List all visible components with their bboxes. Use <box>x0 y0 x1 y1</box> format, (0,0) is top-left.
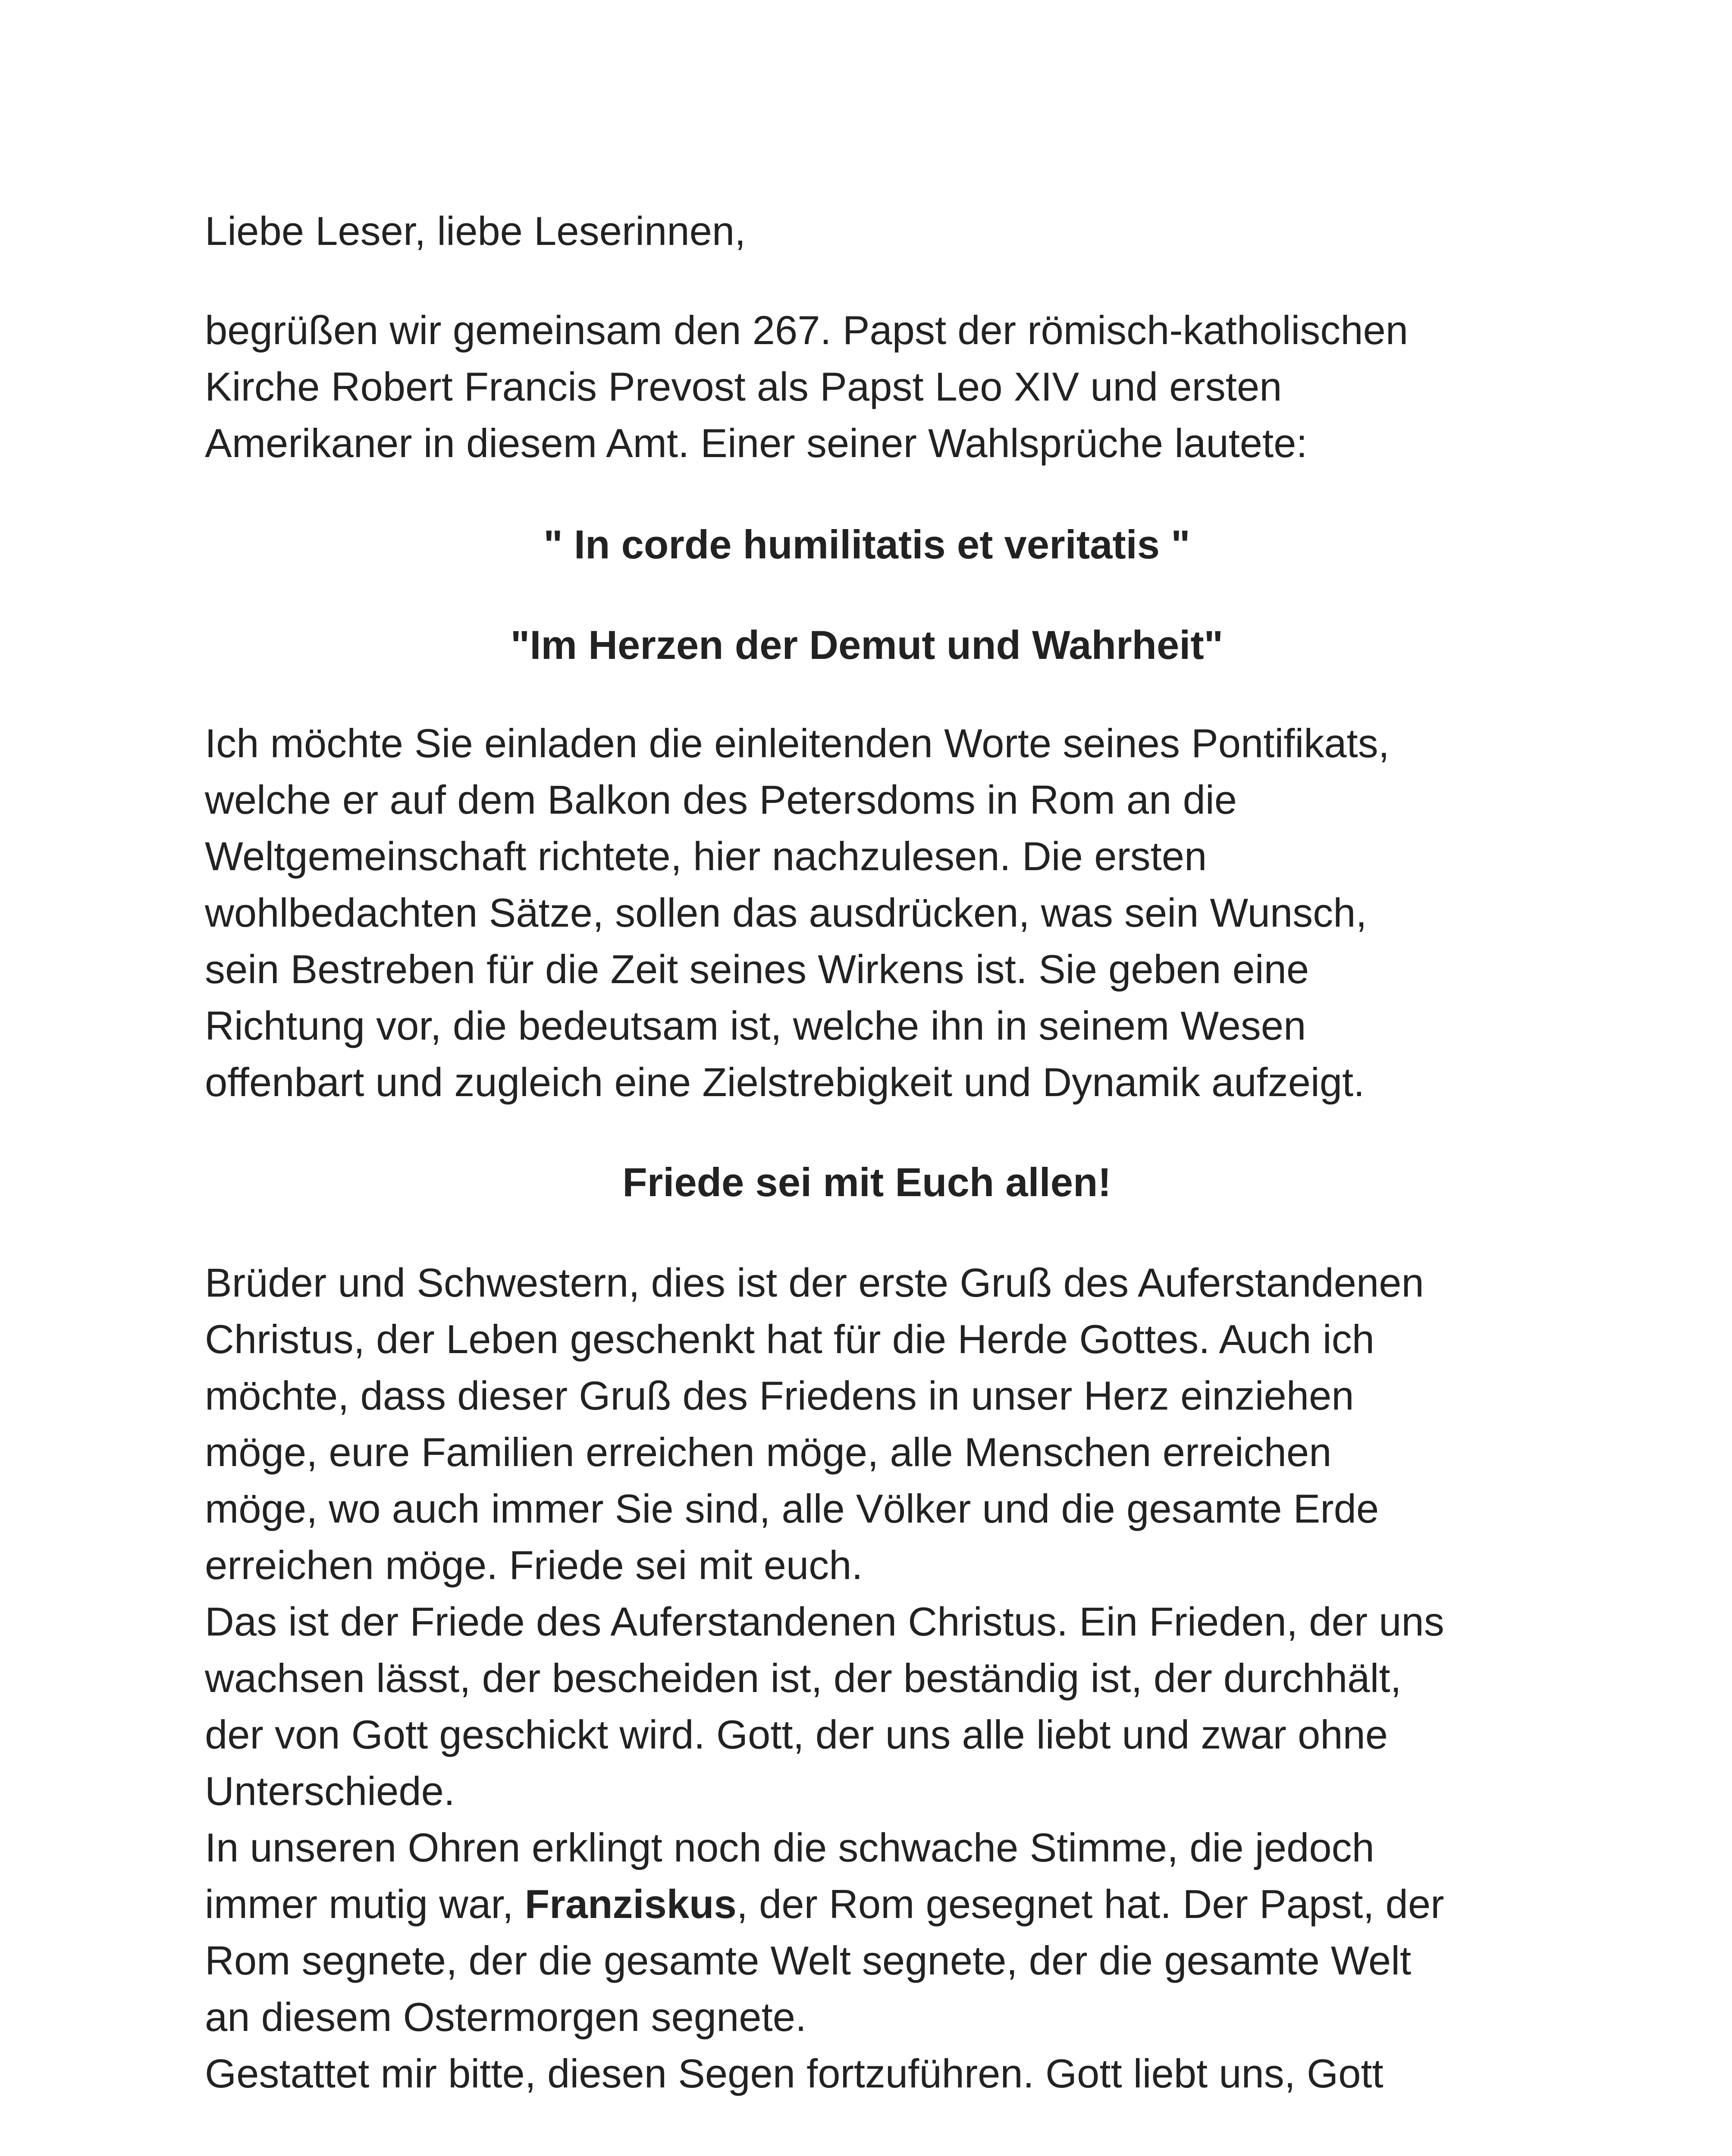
peace-heading: Friede sei mit Euch allen! <box>622 1159 1111 1205</box>
speech-line: möchte, dass dieser Gruß des Friedens in unser Herz einziehen <box>205 1373 1354 1418</box>
speech-line-prefix: immer mutig war, <box>205 1881 525 1927</box>
invitation-line: Weltgemeinschaft richtete, hier nachzulesen. Die ersten <box>205 834 1207 879</box>
motto-latin: " In corde humilitatis et veritatis " <box>543 522 1190 567</box>
speech-line: der von Gott geschickt wird. Gott, der uns alle liebt und zwar ohne <box>205 1712 1388 1757</box>
invitation-line: wohlbedachten Sätze, sollen das ausdrücken, was sein Wunsch, <box>205 890 1367 935</box>
greeting-line: Liebe Leser, liebe Leserinnen, <box>205 208 746 254</box>
invitation-line: offenbart und zugleich eine Zielstrebigkeit und Dynamik aufzeigt. <box>205 1059 1365 1105</box>
speech-line: In unseren Ohren erklingt noch die schwache Stimme, die jedoch <box>205 1825 1374 1870</box>
speech-line: Unterschiede. <box>205 1768 455 1814</box>
invitation-line: Richtung vor, die bedeutsam ist, welche ihn in seinem Wesen <box>205 1003 1306 1048</box>
invitation-line: sein Bestreben für die Zeit seines Wirkens ist. Sie geben eine <box>205 946 1309 992</box>
speech-line: Christus, der Leben geschenkt hat für die Herde Gottes. Auch ich <box>205 1316 1374 1362</box>
speech-line: Gestattet mir bitte, diesen Segen fortzuführen. Gott liebt uns, Gott <box>205 2051 1384 2096</box>
motto-german: "Im Herzen der Demut und Wahrheit" <box>510 622 1224 667</box>
invitation-line: welche er auf dem Balkon des Petersdoms in Rom an die <box>205 777 1237 822</box>
speech-line: möge, wo auch immer Sie sind, alle Völker und die gesamte Erde <box>205 1486 1379 1531</box>
speech-line-suffix: , der Rom gesegnet hat. Der Papst, der <box>736 1881 1444 1927</box>
greeting <box>205 203 1559 259</box>
intro-paragraph <box>205 302 1559 471</box>
intro-line: Kirche Robert Francis Prevost als Papst Leo XIV und ersten <box>205 364 1282 409</box>
speech-line: möge, eure Familien erreichen möge, alle Menschen erreichen <box>205 1429 1332 1475</box>
invitation-paragraph <box>205 715 1559 1110</box>
speech-line: an diesem Ostermorgen segnete. <box>205 1994 807 2040</box>
invitation-line: Ich möchte Sie einladen die einleitenden Worte seines Pontifikats, <box>205 721 1390 766</box>
pope-franziskus-name: Franziskus <box>524 1881 737 1927</box>
intro-line: begrüßen wir gemeinsam den 267. Papst der römisch-katholischen <box>205 307 1409 353</box>
speech-line: wachsen lässt, der bescheiden ist, der beständig ist, der durchhält, <box>205 1655 1402 1701</box>
speech-line: Brüder und Schwestern, dies ist der erste Gruß des Auferstandenen <box>205 1260 1424 1305</box>
speech-paragraph <box>205 1254 1559 2102</box>
intro-line: Amerikaner in diesem Amt. Einer seiner Wahlsprüche lautete: <box>205 420 1308 466</box>
speech-line: erreichen möge. Friede sei mit euch. <box>205 1542 863 1588</box>
speech-line-with-name <box>205 1876 1559 1932</box>
speech-line: Das ist der Friede des Auferstandenen Christus. Ein Frieden, der uns <box>205 1599 1444 1644</box>
speech-line: Rom segnete, der die gesamte Welt segnete, der die gesamte Welt <box>205 1938 1412 1983</box>
